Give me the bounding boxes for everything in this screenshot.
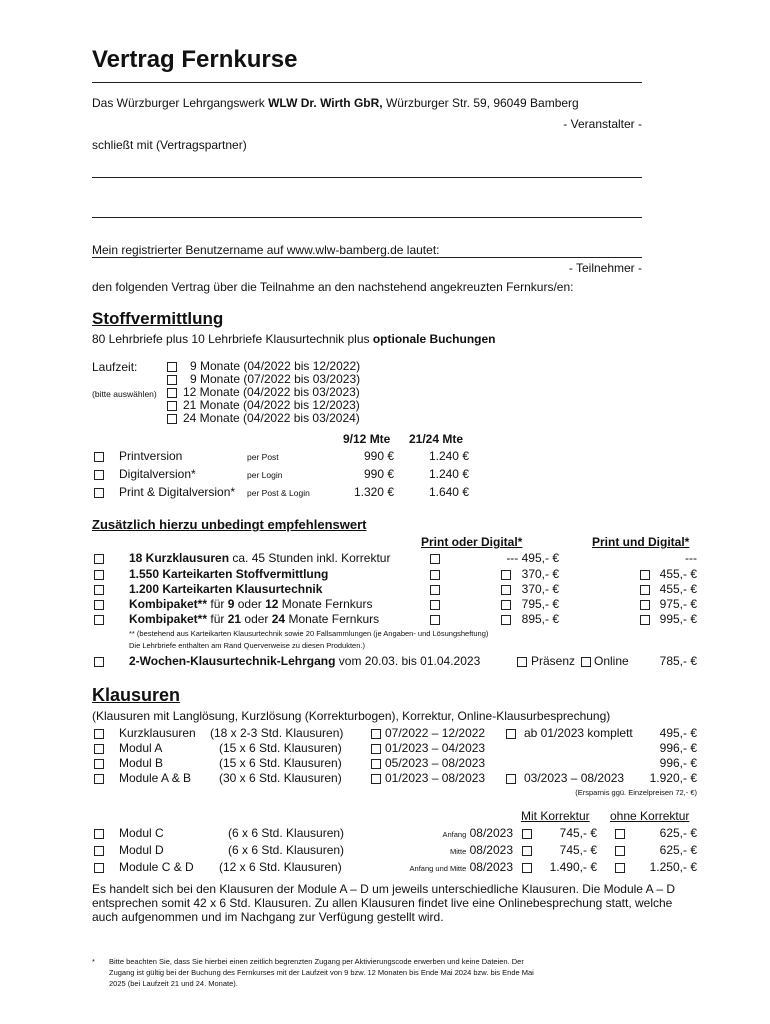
klausur-extra: ab 01/2023 komplett [524, 726, 633, 740]
zusatz-checkbox[interactable] [94, 554, 104, 564]
footnote-line: Zugang ist gültig bei der Buchung des Fernkurses mit der Laufzeit von 9 bzw. 12 Monaten bis Ende Mai 2024 bzw. bis Ende Mai [109, 968, 534, 977]
intro-prefix: Das Würzburger Lehrgangswerk [92, 96, 269, 110]
version-checkbox[interactable] [94, 470, 104, 480]
laufzeit-option: 12 Monate (04/2022 bis 03/2023) [183, 385, 360, 399]
modul-date-value: 08/2023 [469, 860, 513, 874]
modul-count: (6 x 6 Std. Klausuren) [228, 843, 345, 857]
klausuren-subtitle: (Klausuren mit Langlösung, Kurzlösung (Korrekturbogen), Korrektur, Online-Klausurbesprechung) [92, 709, 611, 723]
price-print-und: 975,- € [659, 597, 697, 611]
zusatz-item-bold: Kombipaket** [129, 612, 208, 626]
laufzeit-checkbox[interactable] [167, 388, 177, 398]
col-print-und-digital: Print und Digital* [592, 535, 690, 549]
modul-checkbox[interactable] [94, 863, 104, 873]
klausur-count: (15 x 6 Std. Klausuren) [219, 756, 342, 770]
zusatz-item-text: oder [241, 612, 272, 626]
print-oder-checkbox[interactable] [430, 585, 440, 595]
price-print-und: 995,- € [659, 612, 697, 626]
title-rule [92, 82, 642, 83]
footnote-line: 2025 (bei Laufzeit 21 und 24. Monate). [109, 979, 238, 988]
klausur-extra-checkbox[interactable] [506, 774, 516, 784]
intro-company: WLW Dr. Wirth GbR, [268, 96, 383, 110]
stoff-sub-text: 80 Lehrbriefe plus 10 Lehrbriefe Klausurtechnik plus [92, 332, 373, 346]
klausur-price: 1.920,- € [649, 771, 697, 785]
klausur-extra: 03/2023 – 08/2023 [524, 771, 625, 785]
partner-line-2[interactable] [92, 217, 642, 218]
version-delivery: per Login [247, 470, 283, 480]
klausur-date: 05/2023 – 08/2023 [385, 756, 486, 770]
praesenz-label: Präsenz [531, 654, 576, 668]
zusatz-checkbox[interactable] [94, 600, 104, 610]
zusatz-heading: Zusätzlich hierzu unbedingt empfehlenswert [92, 517, 367, 532]
price-print-oder: 795,- € [521, 597, 559, 611]
version-price-long: 1.240 € [428, 467, 469, 481]
klausur-checkbox[interactable] [94, 729, 104, 739]
klausur-extra-checkbox[interactable] [506, 729, 516, 739]
kombipaket-note: Die Lehrbriefe enthalten am Rand Querverweise zu diesen Produkten.) [129, 641, 365, 650]
laufzeit-checkbox[interactable] [167, 401, 177, 411]
mit-korrektur-price: 745,- € [559, 826, 597, 840]
modul-name: Modul C [119, 826, 164, 840]
ersparnis-note: (Ersparnis ggü. Einzelpreisen 72,- €) [575, 788, 697, 797]
col-mit-korrektur: Mit Korrektur [521, 809, 590, 823]
klausur-price: 996,- € [659, 741, 697, 755]
zusatz-item-bold: Kombipaket** [129, 597, 208, 611]
zusatz-item: 1.200 Karteikarten Klausurtechnik [129, 582, 323, 596]
klausuren-heading: Klausuren [92, 685, 181, 705]
modul-date [442, 826, 513, 840]
version-price-long: 1.640 € [428, 485, 469, 499]
veranstalter-label: - Veranstalter - [563, 117, 642, 131]
klausuren-info-line: Es handelt sich bei den Klausuren der Module A – D um jeweils unterschiedliche Klausuren. Die Module A – D [92, 882, 676, 896]
intro-address: Würzburger Str. 59, 96049 Bamberg [382, 96, 579, 110]
zusatz-item-text: ca. 45 Stunden inkl. Korrektur [229, 551, 391, 565]
modul-count: (6 x 6 Std. Klausuren) [228, 826, 345, 840]
stoff-heading: Stoffvermittlung [92, 309, 224, 328]
modul-date [450, 843, 513, 857]
version-delivery: per Post [247, 452, 279, 462]
page-title: Vertrag Fernkurse [92, 46, 298, 73]
zusatz-item-text: Monate Fernkurs [285, 612, 380, 626]
price-print-oder: 370,- € [521, 582, 559, 596]
mit-korrektur-price: 745,- € [559, 843, 597, 857]
modul-date-prefix: Anfang und Mitte [409, 864, 467, 873]
version-name: Digitalversion* [119, 467, 196, 481]
klausuren-info-line: auch aufgenommen und im Nachgang zur Verfügung gestellt wird. [92, 910, 444, 924]
username-line[interactable] [92, 257, 642, 258]
footnote-star: * [92, 957, 95, 966]
zusatz-item-bold: 12 [265, 597, 279, 611]
username-label: Mein registrierter Benutzername auf www.wlw-bamberg.de lautet: [92, 243, 440, 257]
klausur-date-checkbox[interactable] [371, 774, 381, 784]
modul-name: Module C & D [119, 860, 194, 874]
laufzeit-checkbox[interactable] [167, 362, 177, 372]
zusatz-checkbox[interactable] [94, 615, 104, 625]
intro-line [92, 96, 579, 110]
ohne-korrektur-checkbox[interactable] [615, 863, 625, 873]
modul-date [410, 860, 513, 874]
zusatz-item-bold: 18 Kurzklausuren [129, 551, 230, 565]
version-price-short: 990 € [363, 467, 394, 481]
lehrgang-price: 785,- € [659, 654, 697, 668]
modul-checkbox[interactable] [94, 829, 104, 839]
klausur-count: (30 x 6 Std. Klausuren) [219, 771, 342, 785]
print-oder-checkbox[interactable] [430, 570, 440, 580]
laufzeit-checkbox[interactable] [167, 375, 177, 385]
lehrgang-checkbox[interactable] [94, 657, 104, 667]
col-print-oder-digital: Print oder Digital* [421, 535, 523, 549]
zusatz-item-bold: 9 [227, 597, 235, 611]
laufzeit-label: Laufzeit: [92, 360, 138, 374]
zusatz-checkbox[interactable] [94, 585, 104, 595]
ohne-korrektur-checkbox[interactable] [615, 829, 625, 839]
col-header-21-24: 21/24 Mte [409, 432, 464, 446]
zusatz-item-bold: 24 [271, 612, 286, 626]
ohne-korrektur-price: 625,- € [659, 826, 697, 840]
klausur-name: Modul A [119, 741, 163, 755]
price-print-und: 455,- € [659, 567, 697, 581]
klausur-date: 07/2022 – 12/2022 [385, 726, 486, 740]
laufzeit-checkbox[interactable] [167, 414, 177, 424]
ohne-korrektur-checkbox[interactable] [615, 846, 625, 856]
klausur-checkbox[interactable] [94, 759, 104, 769]
price-print-und: 455,- € [659, 582, 697, 596]
teilnehmer-label: - Teilnehmer - [568, 261, 642, 275]
klausur-date-checkbox[interactable] [371, 744, 381, 754]
online-checkbox[interactable] [581, 657, 591, 667]
lehrgang-item [129, 654, 480, 668]
version-price-short: 1.320 € [353, 485, 394, 499]
print-oder-checkbox[interactable] [430, 600, 440, 610]
zusatz-item-text: oder [234, 597, 266, 611]
modul-checkbox[interactable] [94, 846, 104, 856]
stoff-subtitle [92, 332, 496, 346]
online-label: Online [594, 654, 629, 668]
klausur-price: 495,- € [659, 726, 697, 740]
laufzeit-option: 21 Monate (04/2022 bis 12/2023) [183, 398, 360, 412]
contract-intro: den folgenden Vertrag über die Teilnahme an den nachstehend angekreuzten Fernkurs/en: [92, 280, 574, 294]
price-print-oder: 370,- € [521, 567, 559, 581]
klausur-checkbox[interactable] [94, 774, 104, 784]
price-print-und: --- [685, 551, 697, 565]
klausur-name: Kurzklausuren [119, 726, 196, 740]
price-print-oder: --- 495,- € [506, 551, 559, 565]
klausuren-info-line: entsprechen somit 42 x 6 Std. Klausuren. Zu allen Klausuren findet live eine Onlinebesprechung statt, welche [92, 896, 673, 910]
version-name: Printversion [119, 449, 183, 463]
lehrgang-dates: vom 20.03. bis 01.04.2023 [335, 654, 481, 668]
modul-name: Modul D [119, 843, 164, 857]
version-name: Print & Digitalversion* [119, 485, 236, 499]
klausur-count: (15 x 6 Std. Klausuren) [219, 741, 342, 755]
laufzeit-option: 24 Monate (04/2022 bis 03/2024) [183, 411, 360, 425]
laufzeit-option: 9 Monate (04/2022 bis 12/2022) [190, 359, 361, 373]
col-header-9-12: 9/12 Mte [343, 432, 391, 446]
klausur-name: Module A & B [119, 771, 192, 785]
mit-korrektur-checkbox[interactable] [522, 829, 532, 839]
version-price-long: 1.240 € [428, 449, 469, 463]
ohne-korrektur-price: 1.250,- € [649, 860, 697, 874]
praesenz-checkbox[interactable] [517, 657, 527, 667]
klausur-count: (18 x 2-3 Std. Klausuren) [210, 726, 344, 740]
klausur-date-checkbox[interactable] [371, 759, 381, 769]
version-price-short: 990 € [363, 449, 394, 463]
zusatz-item-text: Monate Fernkurs [278, 597, 373, 611]
vertragspartner-label: schließt mit (Vertragspartner) [92, 138, 247, 152]
footnote-line: Bitte beachten Sie, dass Sie hierbei einen zeitlich begrenzten Zugang per Aktivierungscode erwerben und keine Dateien. Der [109, 957, 524, 966]
print-oder-checkbox[interactable] [430, 615, 440, 625]
klausur-checkbox[interactable] [94, 744, 104, 754]
partner-line-1[interactable] [92, 177, 642, 178]
zusatz-checkbox[interactable] [94, 570, 104, 580]
modul-date-value: 08/2023 [469, 826, 513, 840]
zusatz-item: 1.550 Karteikarten Stoffvermittlung [129, 567, 329, 581]
lehrgang-title: 2-Wochen-Klausurtechnik-Lehrgang [129, 654, 336, 668]
klausur-price: 996,- € [659, 756, 697, 770]
zusatz-item [129, 612, 379, 626]
laufzeit-option: 9 Monate (07/2022 bis 03/2023) [190, 372, 361, 386]
print-oder-checkbox[interactable] [430, 554, 440, 564]
version-checkbox[interactable] [94, 452, 104, 462]
klausur-name: Modul B [119, 756, 164, 770]
version-delivery: per Post & Login [247, 488, 310, 498]
zusatz-item [129, 551, 390, 565]
zusatz-item-bold: 21 [227, 612, 242, 626]
mit-korrektur-price: 1.490,- € [549, 860, 597, 874]
zusatz-item [129, 597, 372, 611]
klausur-date-checkbox[interactable] [371, 729, 381, 739]
klausur-date: 01/2023 – 04/2023 [385, 741, 486, 755]
stoff-sub-bold: optionale Buchungen [372, 332, 496, 346]
ohne-korrektur-price: 625,- € [659, 843, 697, 857]
zusatz-item-text: für [207, 612, 228, 626]
klausur-date: 01/2023 – 08/2023 [385, 771, 486, 785]
kombipaket-note: ** (bestehend aus Karteikarten Klausurtechnik sowie 20 Fallsammlungen (je Angaben- und Lösungsheftung) [129, 629, 489, 638]
price-print-oder: 895,- € [521, 612, 559, 626]
col-ohne-korrektur: ohne Korrektur [610, 809, 690, 823]
zusatz-item-text: für [207, 597, 228, 611]
mit-korrektur-checkbox[interactable] [522, 863, 532, 873]
modul-date-value: 08/2023 [469, 843, 513, 857]
version-checkbox[interactable] [94, 488, 104, 498]
modul-date-prefix: Mitte [450, 847, 467, 856]
mit-korrektur-checkbox[interactable] [522, 846, 532, 856]
modul-count: (12 x 6 Std. Klausuren) [219, 860, 342, 874]
bitte-label: (bitte auswählen) [92, 389, 157, 399]
modul-date-prefix: Anfang [442, 830, 467, 839]
